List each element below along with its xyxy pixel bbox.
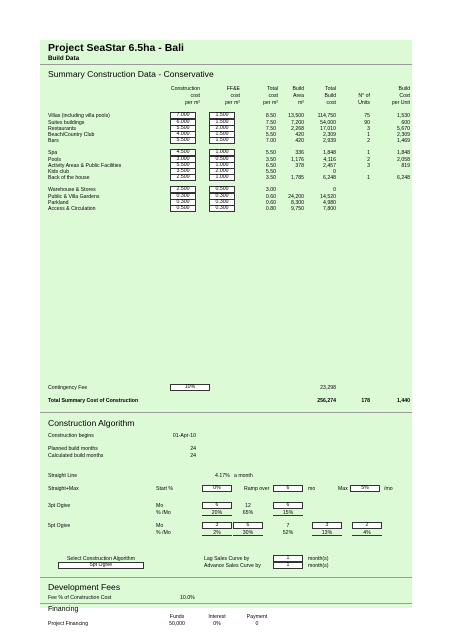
ramp-over-label: Ramp over	[244, 486, 270, 492]
total-build-cost: 114,750	[317, 113, 336, 119]
build-area: 336	[295, 150, 304, 156]
column-header-4: cost	[326, 100, 336, 106]
total-cost-per-m2: 0.80	[265, 206, 276, 212]
page-title: Project SeaStar 6.5ha - Bali	[48, 42, 184, 54]
column-header-3: Build	[292, 86, 304, 92]
construction-cost-cell[interactable]: 2.500	[170, 186, 196, 192]
lag-sales-input[interactable]: 1	[273, 555, 303, 562]
ogive5-underline	[352, 535, 382, 536]
ogive3-month-cell[interactable]: 6	[202, 502, 232, 509]
ogive3-label: 3pt Ogive	[48, 503, 71, 509]
column-header-3: m²	[297, 100, 304, 106]
total-per-unit: 1,440	[397, 398, 410, 404]
straight-line-value: 4.17%	[215, 473, 230, 479]
column-header-4: Build	[324, 93, 336, 99]
ffe-cost-cell[interactable]: 2.000	[209, 125, 235, 131]
financing-payment: 0	[255, 621, 259, 627]
total-build-cost: 54,000	[320, 120, 336, 126]
column-header-5: N° of	[358, 93, 370, 99]
column-header-3: Area	[293, 93, 304, 99]
divider	[40, 603, 412, 604]
total-build-cost: 17,010	[320, 126, 336, 132]
total-cost-per-m2: 7.50	[265, 126, 276, 132]
construction-cost-cell[interactable]: 5.500	[170, 137, 196, 143]
row-label: Activity Areas & Public Facilities	[48, 163, 122, 169]
column-header-1: FF&E	[226, 86, 240, 92]
build-area: 8,300	[291, 200, 304, 206]
column-header-4: Total	[325, 86, 336, 92]
row-label: Public & Villa Gardens	[48, 194, 100, 200]
advance-sales-input[interactable]: 1	[273, 562, 303, 569]
cost-per-unit: 1,848	[397, 150, 410, 156]
ogive5-pct-cell: 4%	[363, 530, 371, 536]
cost-per-unit: 6,248	[397, 175, 410, 181]
calculated-months-label: Calculated build months	[48, 453, 104, 459]
financing-funds-header: Funds	[169, 614, 185, 620]
construction-cost-cell[interactable]: 6.000	[170, 119, 196, 125]
ffe-cost-cell[interactable]: 0.500	[209, 156, 235, 162]
build-area: 420	[295, 138, 304, 144]
row-label: Villas (including villa pools)	[48, 113, 110, 119]
column-header-1: cost	[230, 93, 240, 99]
ogive3-pct-cell: 15%	[282, 510, 294, 516]
unit-count: 2	[367, 138, 370, 144]
divider	[40, 412, 412, 413]
column-header-0: cost	[190, 93, 200, 99]
advance-sales-label: Advance Sales Curve by	[204, 563, 261, 569]
ogive3-pct-label: % /Mo	[156, 510, 171, 516]
ogive3-underline	[202, 515, 232, 516]
total-cost-per-m2: 7.00	[265, 138, 276, 144]
unit-count: 1	[367, 175, 370, 181]
row-label: Restaurants	[48, 126, 76, 132]
ffe-cost-cell[interactable]: 0.500	[209, 186, 235, 192]
cost-per-unit: 1,469	[397, 138, 410, 144]
column-header-2: per m²	[263, 100, 278, 106]
column-header-6: Build	[398, 86, 410, 92]
construction-cost-cell[interactable]: 0.500	[170, 205, 196, 211]
column-header-6: Cost	[399, 93, 410, 99]
lag-sales-label: Lag Sales Curve by	[204, 556, 250, 562]
build-area: 1,176	[291, 157, 304, 163]
total-cost-per-m2: 3.50	[265, 175, 276, 181]
column-header-0: per m²	[185, 100, 200, 106]
cost-per-unit: 5,670	[397, 126, 410, 132]
ogive5-pct-cell: 2%	[213, 530, 221, 536]
ramp-unit: mo	[308, 486, 316, 492]
dev-fee-value: 10.0%	[180, 595, 195, 601]
ogive3-pct-cell: 20%	[211, 510, 223, 516]
total-cost-per-m2: 5.50	[265, 132, 276, 138]
construction-cost-cell[interactable]: 5.500	[170, 125, 196, 131]
ogive5-month-cell[interactable]: 3	[312, 522, 342, 529]
ogive5-underline	[233, 535, 263, 536]
divider	[40, 64, 412, 65]
lag-sales-unit: month(s)	[308, 556, 329, 562]
ogive5-label: 5pt Ogive	[48, 523, 71, 529]
unit-count: 3	[367, 163, 370, 169]
ffe-cost-cell[interactable]: 0.300	[209, 193, 235, 199]
page-subtitle: Build Data	[48, 55, 80, 62]
row-label: Access & Circulation	[48, 206, 96, 212]
total-cost-per-m2: 6.50	[265, 163, 276, 169]
total-build-cost: 2,457	[323, 163, 336, 169]
construction-cost-cell[interactable]: 4.500	[170, 149, 196, 155]
ogive3-pct-cell: 65%	[242, 510, 254, 516]
ogive5-pct-cell: 13%	[321, 530, 333, 536]
construction-cost-cell[interactable]: 0.300	[170, 193, 196, 199]
build-area: 420	[295, 132, 304, 138]
ffe-cost-cell[interactable]: 1.000	[209, 162, 235, 168]
ogive5-month-cell[interactable]: 6	[233, 522, 263, 529]
total-cost-per-m2: 0.60	[265, 194, 276, 200]
select-algorithm-dropdown[interactable]: 5pt Ogive	[58, 562, 144, 569]
row-label: Beach/Country Club	[48, 132, 95, 138]
column-header-6: per Unit	[391, 100, 410, 106]
total-cost: 256,274	[317, 398, 336, 404]
construction-begins-value: 01-Apr-10	[172, 433, 196, 439]
dev-fee-label: Fee % of Construction Cost	[48, 595, 112, 601]
ogive3-month-cell: 12	[245, 503, 251, 509]
total-cost-per-m2: 3.00	[265, 187, 276, 193]
ramp-over-input[interactable]: 6	[273, 485, 303, 492]
column-header-5: Units	[358, 100, 370, 106]
start-pct-input[interactable]: 0%	[202, 485, 232, 492]
ogive3-month-cell[interactable]: 6	[273, 502, 303, 509]
unit-count: 90	[364, 120, 370, 126]
straight-line-label: Straight Line	[48, 473, 78, 479]
project-financing-label: Project Financing	[48, 621, 89, 627]
total-build-cost: 0	[333, 169, 336, 175]
financing-interest-header: Interest	[208, 614, 226, 620]
contingency-label: Contingency Fee	[48, 385, 88, 391]
ogive3-mo-label: Mo	[156, 503, 164, 509]
ogive3-underline	[273, 515, 303, 516]
row-label: Parkland	[48, 200, 69, 206]
build-area: 7,200	[291, 120, 304, 126]
divider	[40, 577, 412, 578]
total-build-cost: 2,309	[323, 132, 336, 138]
straight-line-unit: a month	[234, 473, 253, 479]
total-label: Total Summary Cost of Construction	[48, 398, 139, 404]
financing-interest: 0%	[213, 621, 221, 627]
total-cost-per-m2: 5.50	[265, 150, 276, 156]
build-area: 1,785	[291, 175, 304, 181]
ffe-cost-cell[interactable]: 1.000	[209, 174, 235, 180]
total-build-cost: 2,939	[323, 138, 336, 144]
ffe-cost-cell[interactable]: 1.500	[209, 119, 235, 125]
construction-cost-cell[interactable]: 3.500	[170, 168, 196, 174]
build-area: 2,268	[291, 126, 304, 132]
total-build-cost: 6,248	[323, 175, 336, 181]
section-summary-heading: Summary Construction Data - Conservative	[48, 69, 214, 79]
column-header-1: per m²	[225, 100, 240, 106]
planned-months-value: 24	[190, 446, 196, 452]
ffe-cost-cell[interactable]: 1.500	[209, 137, 235, 143]
construction-cost-cell[interactable]: 5.500	[170, 162, 196, 168]
row-label: Bars	[48, 138, 59, 144]
max-input[interactable]: 5%	[350, 485, 380, 492]
construction-begins-label: Construction begins	[48, 433, 94, 439]
contingency-pct-cell[interactable]: 10%	[170, 384, 210, 391]
select-algorithm-label: Select Construction Algorithm	[66, 556, 136, 562]
financing-funds: 50,000	[169, 621, 185, 627]
construction-cost-cell[interactable]: 3.000	[170, 156, 196, 162]
cost-per-unit: 600	[401, 120, 410, 126]
build-area: 24,200	[288, 194, 304, 200]
ffe-cost-cell[interactable]: 0.300	[209, 205, 235, 211]
max-unit: /mo	[384, 486, 393, 492]
total-cost-per-m2: 7.50	[265, 120, 276, 126]
build-area: 13,500	[288, 113, 304, 119]
construction-cost-cell[interactable]: 4.000	[170, 131, 196, 137]
ogive5-month-cell: 7	[286, 523, 290, 529]
cost-per-unit: 1,530	[397, 113, 410, 119]
row-label: Pools	[48, 157, 61, 163]
planned-months-label: Planned build months	[48, 446, 98, 452]
ogive5-month-cell[interactable]: 3	[202, 522, 232, 529]
total-cost-per-m2: 3.50	[265, 157, 276, 163]
total-build-cost: 0	[333, 187, 336, 193]
row-label: Spa	[48, 150, 58, 156]
cost-per-unit: 2,309	[397, 132, 410, 138]
unit-count: 1	[367, 132, 370, 138]
row-label: Kids club	[48, 169, 70, 175]
ogive5-pct-label: % /Mo	[156, 530, 171, 536]
straight-max-label: Straight+Max	[48, 486, 79, 492]
ogive5-pct-cell: 30%	[242, 530, 254, 536]
unit-count: 75	[364, 113, 370, 119]
cost-per-unit: 2,058	[397, 157, 410, 163]
section-algorithm-heading: Construction Algorithm	[48, 418, 135, 428]
column-header-0: Construction	[170, 86, 200, 92]
total-build-cost: 4,980	[323, 200, 336, 206]
ogive5-pct-cell: 52%	[282, 530, 294, 536]
contingency-value: 23,298	[320, 385, 336, 391]
ogive5-underline	[202, 535, 232, 536]
build-area: 378	[295, 163, 304, 169]
ffe-cost-cell[interactable]: 0.300	[209, 199, 235, 205]
section-financing-heading: Financing	[48, 606, 79, 613]
ogive5-mo-label: Mo	[156, 523, 164, 529]
total-build-cost: 7,800	[323, 206, 336, 212]
financing-payment-header: Payment	[246, 614, 268, 620]
ogive5-underline	[312, 535, 342, 536]
unit-count: 2	[367, 157, 370, 163]
max-label: Max	[338, 486, 348, 492]
total-cost-per-m2: 0.60	[265, 200, 276, 206]
column-header-2: cost	[268, 93, 278, 99]
build-area: 9,750	[291, 206, 304, 212]
construction-cost-cell[interactable]: 2.500	[170, 174, 196, 180]
row-label: Back of the house	[48, 175, 90, 181]
total-build-cost: 1,848	[323, 150, 336, 156]
ffe-cost-cell[interactable]: 1.500	[209, 131, 235, 137]
column-header-2: Total	[267, 86, 278, 92]
advance-sales-unit: month(s)	[308, 563, 329, 569]
section-dev-fees-heading: Development Fees	[48, 582, 121, 592]
total-cost-per-m2: 5.50	[265, 169, 276, 175]
ogive5-month-cell[interactable]: 2	[352, 522, 382, 529]
total-units: 178	[361, 398, 370, 404]
construction-cost-cell[interactable]: 7.000	[170, 112, 196, 118]
row-label: Suites buildings	[48, 120, 85, 126]
ffe-cost-cell[interactable]: 1.500	[209, 112, 235, 118]
total-build-cost: 14,520	[320, 194, 336, 200]
construction-cost-cell[interactable]: 0.300	[170, 199, 196, 205]
ffe-cost-cell[interactable]: 2.000	[209, 168, 235, 174]
unit-count: 1	[367, 150, 370, 156]
row-label: Warehouse & Stores	[48, 187, 96, 193]
start-pct-label: Start %	[156, 486, 174, 492]
ffe-cost-cell[interactable]: 1.000	[209, 149, 235, 155]
cost-per-unit: 819	[401, 163, 410, 169]
total-cost-per-m2: 8.50	[265, 113, 276, 119]
total-build-cost: 4,116	[323, 157, 336, 163]
unit-count: 3	[367, 126, 370, 132]
calculated-months-value: 24	[190, 453, 196, 459]
